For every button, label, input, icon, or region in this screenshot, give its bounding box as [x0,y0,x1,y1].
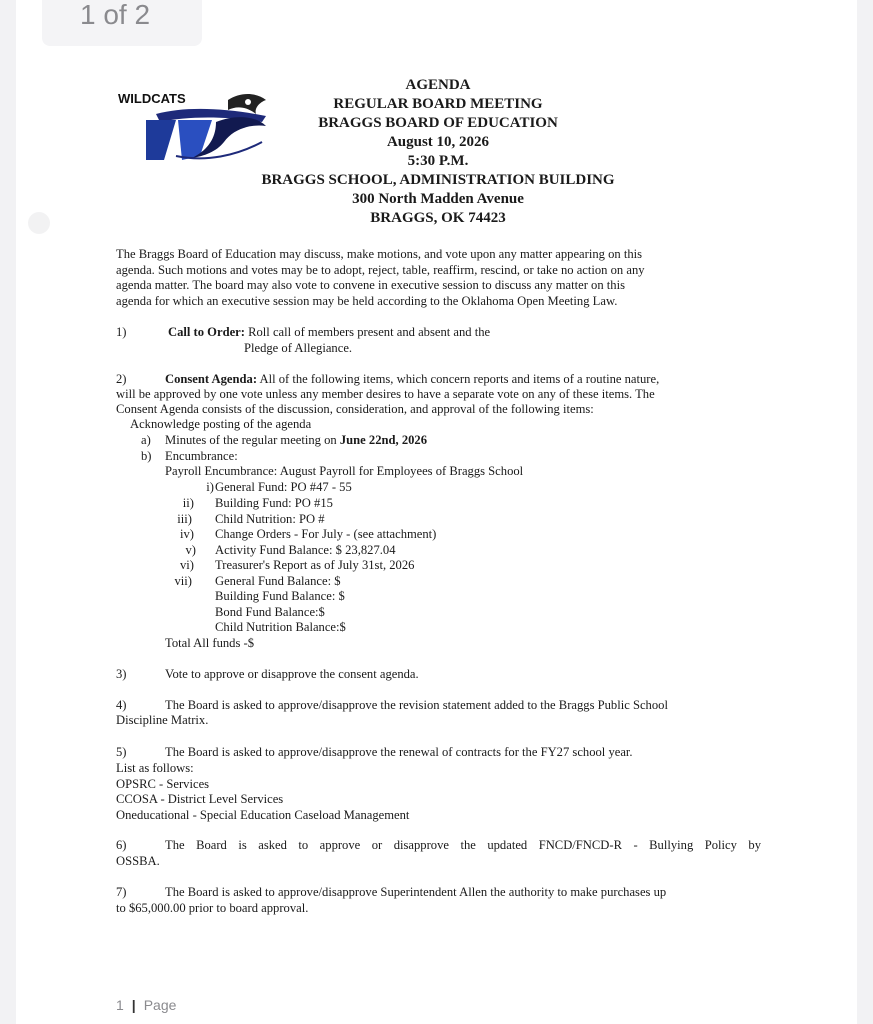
item-2a-text: Minutes of the regular meeting on June 22nd, 2026 [165,433,428,447]
payroll-encumbrance: Payroll Encumbrance: August Payroll for Employees of Braggs School [165,464,524,478]
item-6-number: 6) [116,838,127,852]
page-indicator: 1 of 2 [42,0,202,46]
logo-wordmark: WILDCATS [118,91,186,106]
item-7-number: 7) [116,885,127,899]
item-4-number: 4) [116,698,127,712]
item-5-number: 5) [116,745,127,759]
subitem-label: vii) [174,574,192,588]
item-2-line3: Consent Agenda consists of the discussion, consideration, and approval of the following items: [116,402,594,416]
subitem-label: iv) [180,527,194,541]
item-4-line2: Discipline Matrix. [116,713,209,727]
total-all-funds: Total All funds -$ [165,636,255,650]
footer-divider: | [131,997,136,1013]
item-3-number: 3) [116,667,127,681]
subitem-label: v) [185,543,196,557]
item-2-line2: will be approved by one vote unless any member desires to have a separate vote on any of these items. The [116,387,655,401]
item-5-list [116,761,409,823]
footer-page-number: 1 [116,997,124,1013]
list-item: CCOSA - District Level Services [116,792,284,807]
agenda-header [240,76,636,228]
header-location: BRAGGS SCHOOL, ADMINISTRATION BUILDING [261,172,615,188]
item-2-text: Consent Agenda: All of the following items, which concern reports and items of a routine nature, [165,372,660,386]
list-item: List as follows: [116,761,194,775]
scroll-indicator [28,212,50,234]
subitem-text: Building Fund: PO #15 [215,496,333,510]
bond-fund-balance: Bond Fund Balance:$ [215,605,325,619]
item-2-acknowledge: Acknowledge posting of the agenda [130,417,312,431]
subitem-text: General Fund Balance: $ [215,574,341,588]
item-7-text: The Board is asked to approve/disapprove Superintendent Allen the authority to make purchases up [165,885,667,899]
subitem-text: General Fund: PO #47 - 55 [215,480,352,494]
item-2b-text: Encumbrance: [165,449,238,463]
subitem-label: ii) [182,496,194,510]
header-address: 300 North Madden Avenue [352,191,524,207]
header-time: 5:30 P.M. [407,153,469,169]
item-1-text: Call to Order: Roll call of members present and absent and the [168,325,491,339]
item-7-line2: to $65,000.00 prior to board approval. [116,901,309,915]
item-6-line2: OSSBA. [116,854,160,868]
footer-page-label: Page [143,997,177,1013]
subitem-label: vi) [180,558,194,572]
header-meeting: REGULAR BOARD MEETING [333,96,543,112]
subitem-text: Change Orders - For July - (see attachment) [215,527,437,541]
item-2-number: 2) [116,372,127,386]
item-2b-label: b) [141,449,152,463]
intro-paragraph: The Braggs Board of Education may discuss, make motions, and vote upon any matter appearing on this agenda. Such motions and votes may be to adopt, reject, table, reaffirm, rescind, or take no action on any agenda matter. The board may also vote to convene in executive session to discuss any matter on this agenda for which an executive session may be held according to the Oklahoma Open Meeting Law. [116,247,645,308]
subitem-text: Activity Fund Balance: $ 23,827.04 [215,543,396,557]
page-footer [116,997,176,1013]
list-item: Oneducational - Special Education Caseload Management [116,807,410,822]
item-6-text: The Board is asked to approve or disapprove the updated FNCD/FNCD-R - Bullying Policy by [165,838,761,852]
item-1-number: 1) [116,325,127,339]
building-fund-balance: Building Fund Balance: $ [215,589,345,603]
subitem-label: iii) [177,512,192,526]
item-5-text: The Board is asked to approve/disapprove the renewal of contracts for the FY27 school year. [165,745,633,759]
header-city: BRAGGS, OK 74423 [370,210,506,226]
item-1-line2: Pledge of Allegiance. [244,341,353,355]
child-nutrition-balance: Child Nutrition Balance:$ [215,620,346,634]
header-date: August 10, 2026 [386,134,490,150]
header-title: AGENDA [405,77,471,93]
item-3-text: Vote to approve or disapprove the consent agenda. [165,667,419,681]
header-board: BRAGGS BOARD OF EDUCATION [318,115,558,131]
subitem-label: i) [206,480,214,494]
item-4-text: The Board is asked to approve/disapprove the revision statement added to the Braggs Public School [165,698,668,712]
subitem-text: Treasurer's Report as of July 31st, 2026 [215,558,415,572]
subitem-text: Child Nutrition: PO # [215,512,325,526]
item-2a-label: a) [141,433,151,447]
list-item: OPSRC - Services [116,776,210,791]
